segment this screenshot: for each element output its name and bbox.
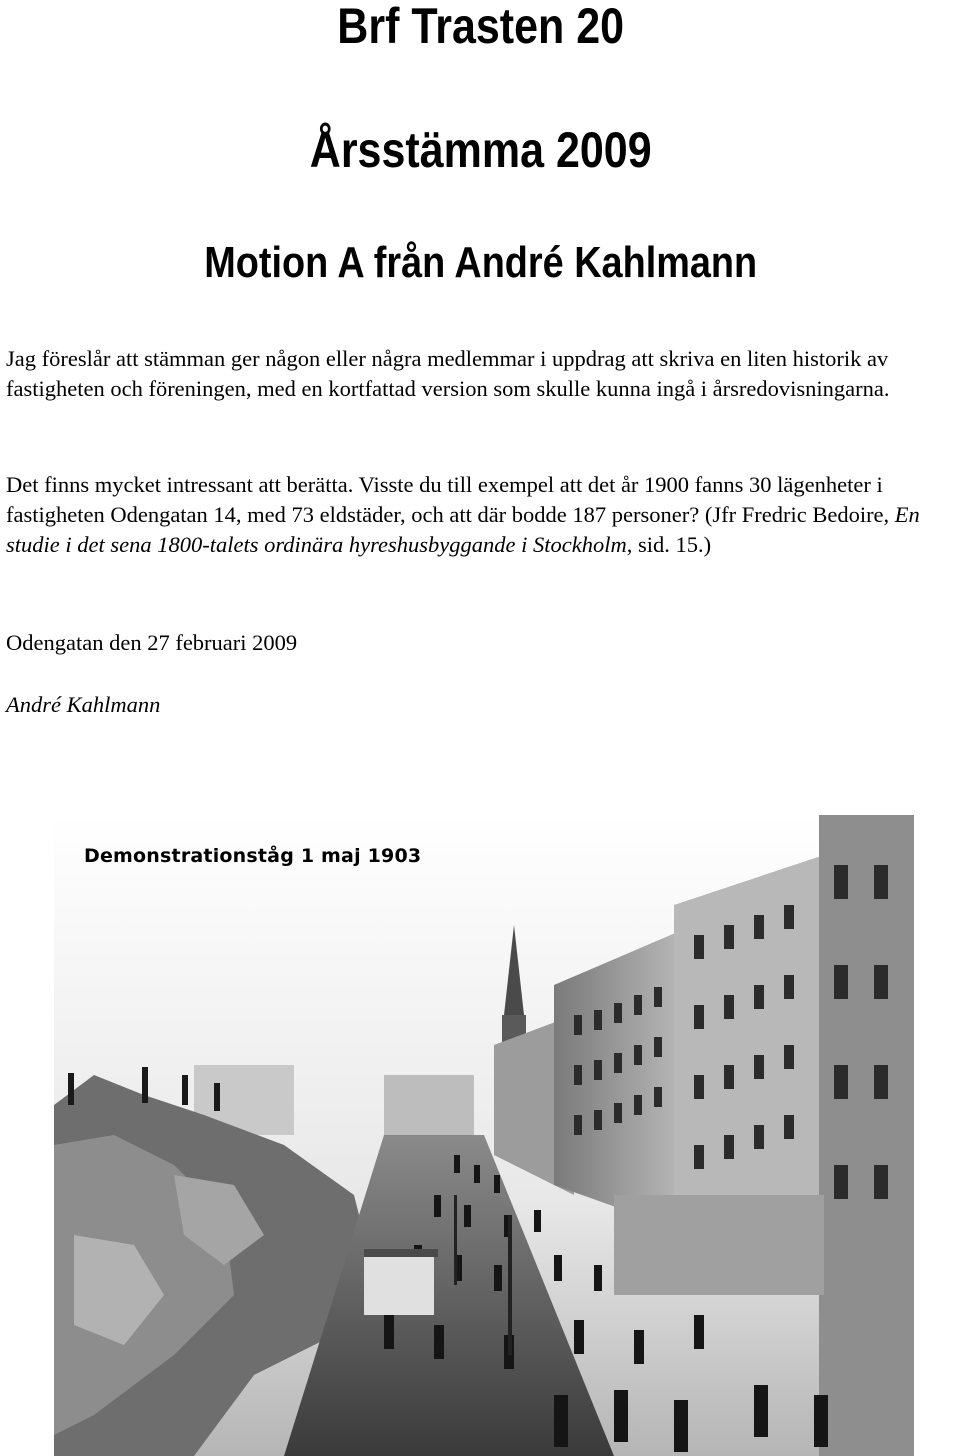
photo-illustration — [54, 815, 914, 1456]
photo-caption: Demonstrationståg 1 maj 1903 — [84, 845, 422, 867]
place-date: Odengatan den 27 februari 2009 — [6, 630, 298, 655]
background-paragraph — [6, 470, 956, 560]
book-title: En studie i det sena 1800-talets ordinära hyreshusbyggande i Stockholm — [6, 502, 920, 557]
background-text-start: Det finns mycket intressant att berätta. Visste du till exempel att det år 1900 fanns 30 lägenheter i fastigheten Odengatan 14, med 73 eldstäder, och att där bodde 187 personer? (Jfr Fredric Bedoire, — [6, 472, 895, 527]
document-title: Brf Trasten 20 — [337, 0, 625, 54]
meeting-title: Årsstämma 2009 — [309, 122, 652, 178]
signature: André Kahlmann — [6, 692, 161, 717]
motion-title: Motion A från André Kahlmann — [204, 238, 758, 287]
background-text-end: , sid. 15.) — [626, 532, 712, 557]
proposal-paragraph: Jag föreslår att stämman ger någon eller några medlemmar i uppdrag att skriva en liten historik av fastigheten och föreningen, med en kortfattad version som skulle kunna ingå i årsredovisningarna. — [6, 346, 890, 401]
historic-photo — [54, 815, 914, 1456]
